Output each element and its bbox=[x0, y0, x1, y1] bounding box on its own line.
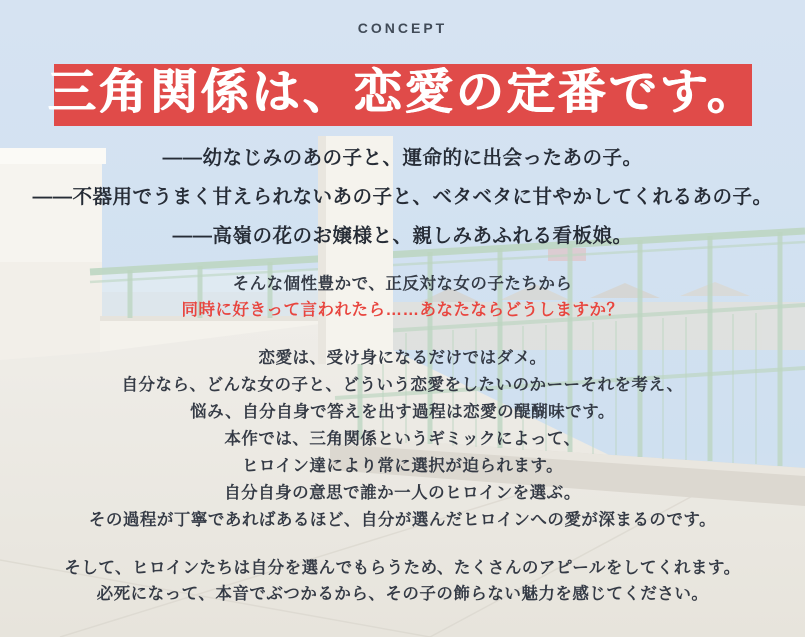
paragraph1-line-5: ヒロイン達により常に選択が迫られます。 bbox=[241, 457, 564, 475]
paragraph1-line-7: その過程が丁寧であればあるほど、自分が選んだヒロインへの愛が深まるのです。 bbox=[88, 511, 717, 529]
section-label: CONCEPT bbox=[357, 20, 448, 36]
concept-paragraph-1 bbox=[0, 345, 805, 534]
paragraph1-line-3: 悩み、自分自身で答えを出す過程は恋愛の醍醐味です。 bbox=[190, 403, 615, 421]
paragraph1-line-6: 自分自身の意思で誰か一人のヒロインを選ぶ。 bbox=[224, 484, 581, 502]
paragraph1-line-4: 本作では、三角関係というギミックによって、 bbox=[224, 430, 581, 448]
question-line: そんな個性豊かで、正反対な女の子たちから bbox=[232, 275, 573, 293]
headline-banner bbox=[47, 64, 759, 126]
concept-paragraph-2 bbox=[0, 555, 805, 607]
paragraph1-line-1: 恋愛は、受け身になるだけではダメ。 bbox=[258, 349, 547, 367]
question-copy bbox=[0, 271, 805, 323]
paragraph2-line-2: 必死になって、本音でぶつかるから、その子の飾らない魅力を感じてください。 bbox=[96, 585, 709, 603]
catch-line-2: ――不器用でうまく甘えられないあの子と、ベタベタに甘やかしてくれるあの子。 bbox=[32, 186, 773, 208]
question-highlight-line: 同時に好きって言われたら……あなたならどうしますか？ bbox=[181, 301, 624, 319]
paragraph1-line-2: 自分なら、どんな女の子と、どういう恋愛をしたいのかーーそれを考え、 bbox=[121, 376, 684, 394]
headline-text: 三角関係は、恋愛の定番です。 bbox=[47, 66, 759, 119]
catch-copy bbox=[0, 139, 805, 256]
paragraph2-line-1: そして、ヒロインたちは自分を選んでもらうため、たくさんのアピールをしてくれます。 bbox=[64, 559, 741, 577]
catch-line-3: ――高嶺の花のお嬢様と、親しみあふれる看板娘。 bbox=[172, 225, 633, 247]
catch-line-1: ――幼なじみのあの子と、運命的に出会ったあの子。 bbox=[162, 147, 643, 169]
